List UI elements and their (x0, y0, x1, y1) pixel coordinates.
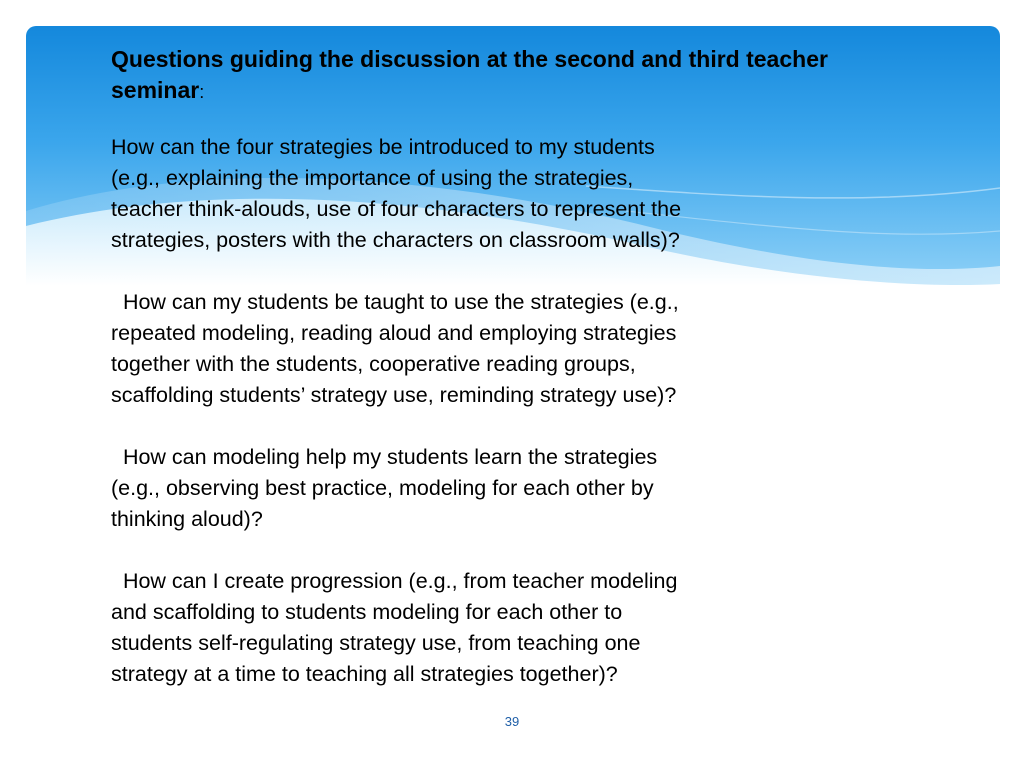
slide-title (111, 44, 911, 108)
question-paragraph-4: How can I create progression (e.g., from teacher modeling and scaffolding to students modeling for each other to students self-regulating strategy use, from teaching one strategy at a time to teaching all strategies together)? (111, 569, 678, 686)
question-paragraph-1: How can the four strategies be introduced to my students (e.g., explaining the importance of using the strategies, teacher think-alouds, use of four characters to represent the strategies, posters with the characters on classroom walls)? (111, 135, 682, 252)
question-paragraph-2: How can my students be taught to use the strategies (e.g., repeated modeling, reading aloud and employing strategies together with the students, cooperative reading groups, scaffolding students’ strategy use, reminding strategy use)? (111, 290, 679, 407)
slide-title-colon: : (199, 82, 205, 102)
slide-title-text: Questions guiding the discussion at the second and third teacher seminar (111, 46, 828, 103)
page-number: 39 (504, 714, 520, 729)
question-paragraph-3: How can modeling help my students learn the strategies (e.g., observing best practice, modeling for each other by thinking aloud)? (111, 445, 658, 531)
slide-content (111, 44, 911, 690)
